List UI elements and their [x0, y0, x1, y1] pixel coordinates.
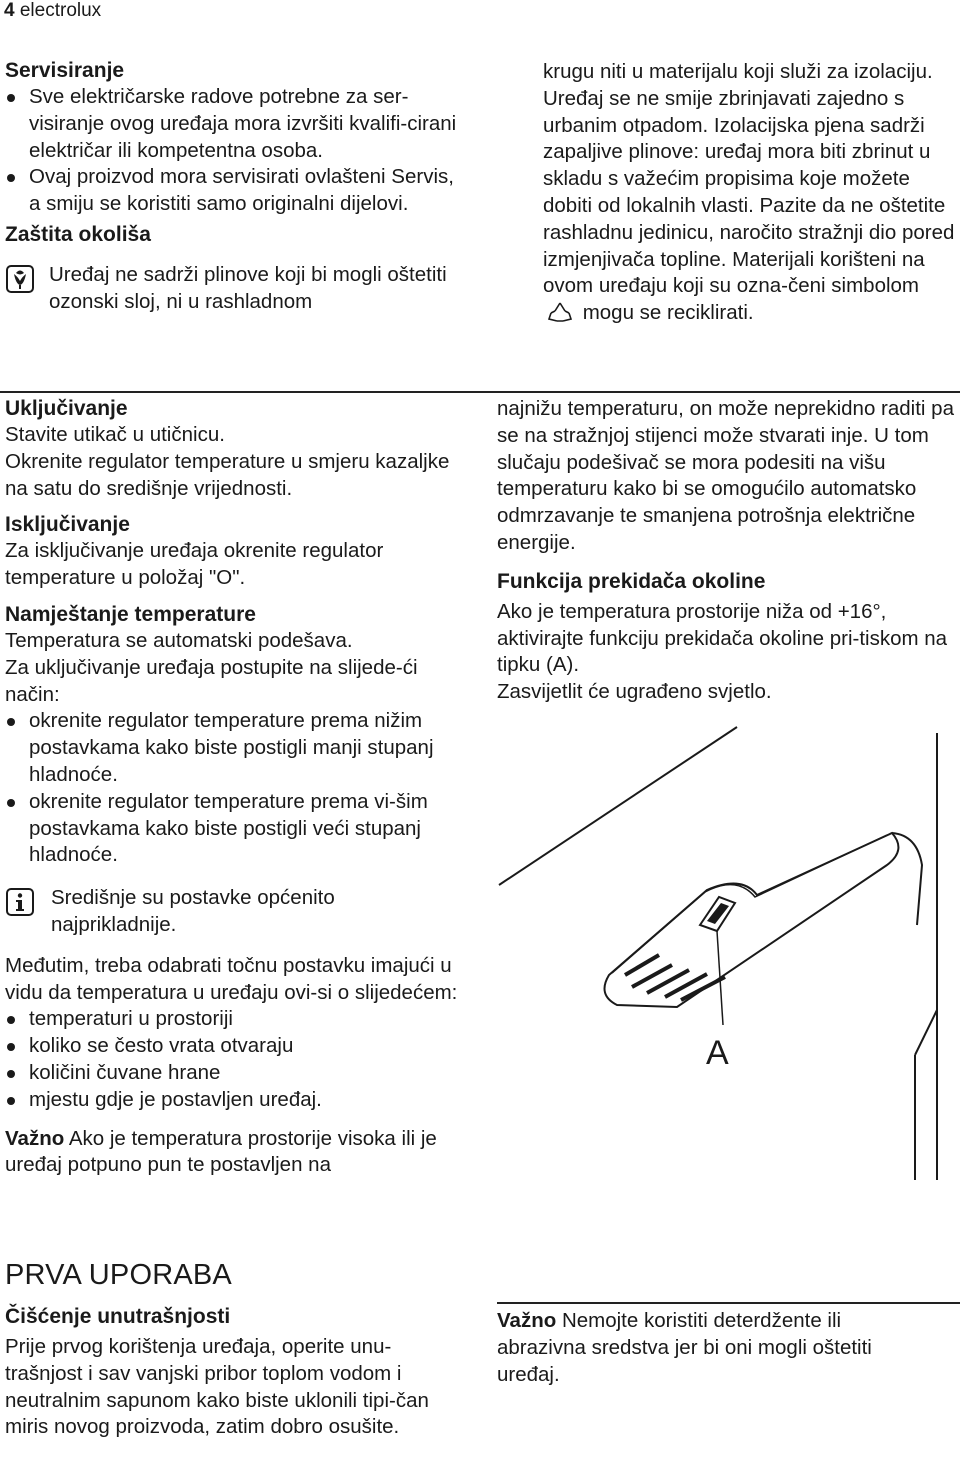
- important-label: Važno: [5, 1126, 65, 1150]
- info-note-text: Središnje su postavke općenito najprikladnije.: [51, 886, 335, 936]
- environment-note: [5, 262, 465, 316]
- list-item: temperaturi u prostoriji: [5, 1006, 465, 1033]
- leaf-icon: [5, 264, 35, 294]
- important-label-2: Važno: [497, 1309, 557, 1332]
- cleaning-heading: Čišćenje unutrašnjosti: [5, 1305, 231, 1328]
- switch-on-heading: Uključivanje: [5, 397, 128, 420]
- section-divider-bottom: [497, 1302, 960, 1304]
- switch-off-heading: Isključivanje: [5, 513, 130, 537]
- section-servicing: [5, 58, 465, 316]
- factors-list: [5, 1006, 465, 1113]
- info-note: [5, 885, 465, 939]
- list-item: okrenite regulator temperature prema nižim postavkama kako biste postigli manji stupanj hladnoće.: [5, 708, 465, 788]
- ambient-switch-illustration: [497, 725, 960, 1180]
- list-item: Sve električarske radove potrebne za ser-visiranje ovog uređaja mora izvršiti kvalifi-cirani električar ili kompetentna osoba.: [5, 84, 465, 164]
- list-item: koliko se često vrata otvaraju: [5, 1033, 465, 1060]
- important-note: [5, 1126, 465, 1180]
- info-icon: [5, 887, 35, 917]
- section-operation-continued: [497, 396, 957, 706]
- temperature-list: [5, 708, 465, 869]
- list-item: Ovaj proizvod mora servisirati ovlašteni Servis, a smiju se koristiti samo originalni dijelovi.: [5, 164, 465, 218]
- list-item: mjestu gdje je postavljen uređaj.: [5, 1087, 465, 1114]
- environment-heading: Zaštita okoliša: [5, 222, 151, 246]
- recycle-icon: [547, 301, 573, 323]
- figure-label-a: A: [706, 1034, 729, 1072]
- environment-left-text: Uređaj ne sadrži plinove koji bi mogli oštetiti ozonski sloj, ni u rashladnom: [49, 262, 447, 313]
- section-divider: [0, 391, 960, 393]
- environment-continued: [543, 59, 958, 327]
- section-operation: [5, 396, 465, 1179]
- ambient-text: Ako je temperatura prostorije niža od +16°, aktivirajte funkciju prekidača okoline pri-tiskom na tipku (A).: [497, 599, 948, 677]
- temperature-continuation: najnižu temperaturu, on može neprekidno raditi pa se na stražnjoj stijenci može stvarati inje. U tom slučaju podešivač se mora podesiti na višu temperaturu kako bi se omogućilo automatsko odmrzavanje te smanjena potrošnja električne energije.: [497, 397, 954, 554]
- important-text-2: Nemojte koristiti deterdžente ili abrazivna sredstva jer bi oni mogli oštetiti uređaj.: [497, 1309, 872, 1386]
- page-header: [4, 0, 101, 22]
- servicing-list: [5, 84, 465, 218]
- temperature-text-2: Za uključivanje uređaja postupite na slijede-ći način:: [5, 655, 418, 706]
- first-use-important: [497, 1308, 917, 1388]
- section-first-use: [5, 1258, 465, 1441]
- switch-off-text: Za isključivanje uređaja okrenite regulator temperature u položaj "O".: [5, 539, 384, 590]
- brand-name: electrolux: [19, 0, 102, 21]
- temperature-heading: Namještanje temperature: [5, 602, 256, 626]
- list-item: količini čuvane hrane: [5, 1060, 465, 1087]
- temperature-text: Temperatura se automatski podešava.: [5, 628, 353, 652]
- ambient-text-2: Zasvijetlit će ugrađeno svjetlo.: [497, 680, 772, 704]
- switch-on-text-2: Okrenite regulator temperature u smjeru kazaljke na satu do središnje vrijednosti.: [5, 449, 450, 500]
- environment-right-text: krugu niti u materijalu koji služi za izolaciju. Uređaj se ne smije zbrinjavati zajedno s urbanim otpadom. Izolacijska pjena sadrži zapaljive plinove: uređaj mora biti zbrinut u skladu s važećim propisima koje možete dobiti od lokalnih vlasti. Pazite da ne oštetite rashladnu jedinicu, naročito stražnji dio pored izmjenjivača topline. Materijali korišteni na ovom uređaju koji su ozna-čeni simbolom: [543, 60, 955, 298]
- important-text: Ako je temperatura prostorije visoka ili je uređaj potpuno pun te postavljen na: [5, 1126, 437, 1177]
- servicing-heading: Servisiranje: [5, 59, 125, 82]
- page-number: 4: [4, 0, 15, 21]
- environment-right-text-end: mogu se reciklirati.: [582, 301, 754, 325]
- ambient-heading: Funkcija prekidača okoline: [497, 569, 766, 593]
- temperature-text-3: Međutim, treba odabrati točnu postavku imajući u vidu da temperatura u uređaju ovi-si o slijedećem:: [5, 953, 458, 1004]
- switch-on-text: Stavite utikač u utičnicu.: [5, 423, 225, 446]
- first-use-title: PRVA UPORABA: [5, 1259, 232, 1291]
- cleaning-text: Prije prvog korištenja uređaja, operite unu-trašnjost i sav vanjski pribor toplom vodom i neutralnim sapunom kako biste uklonili tipi-čan miris novog proizvoda, zatim dobro osušite.: [5, 1335, 429, 1439]
- list-item: okrenite regulator temperature prema vi-šim postavkama kako biste postigli veći stupanj hladnoće.: [5, 789, 465, 869]
